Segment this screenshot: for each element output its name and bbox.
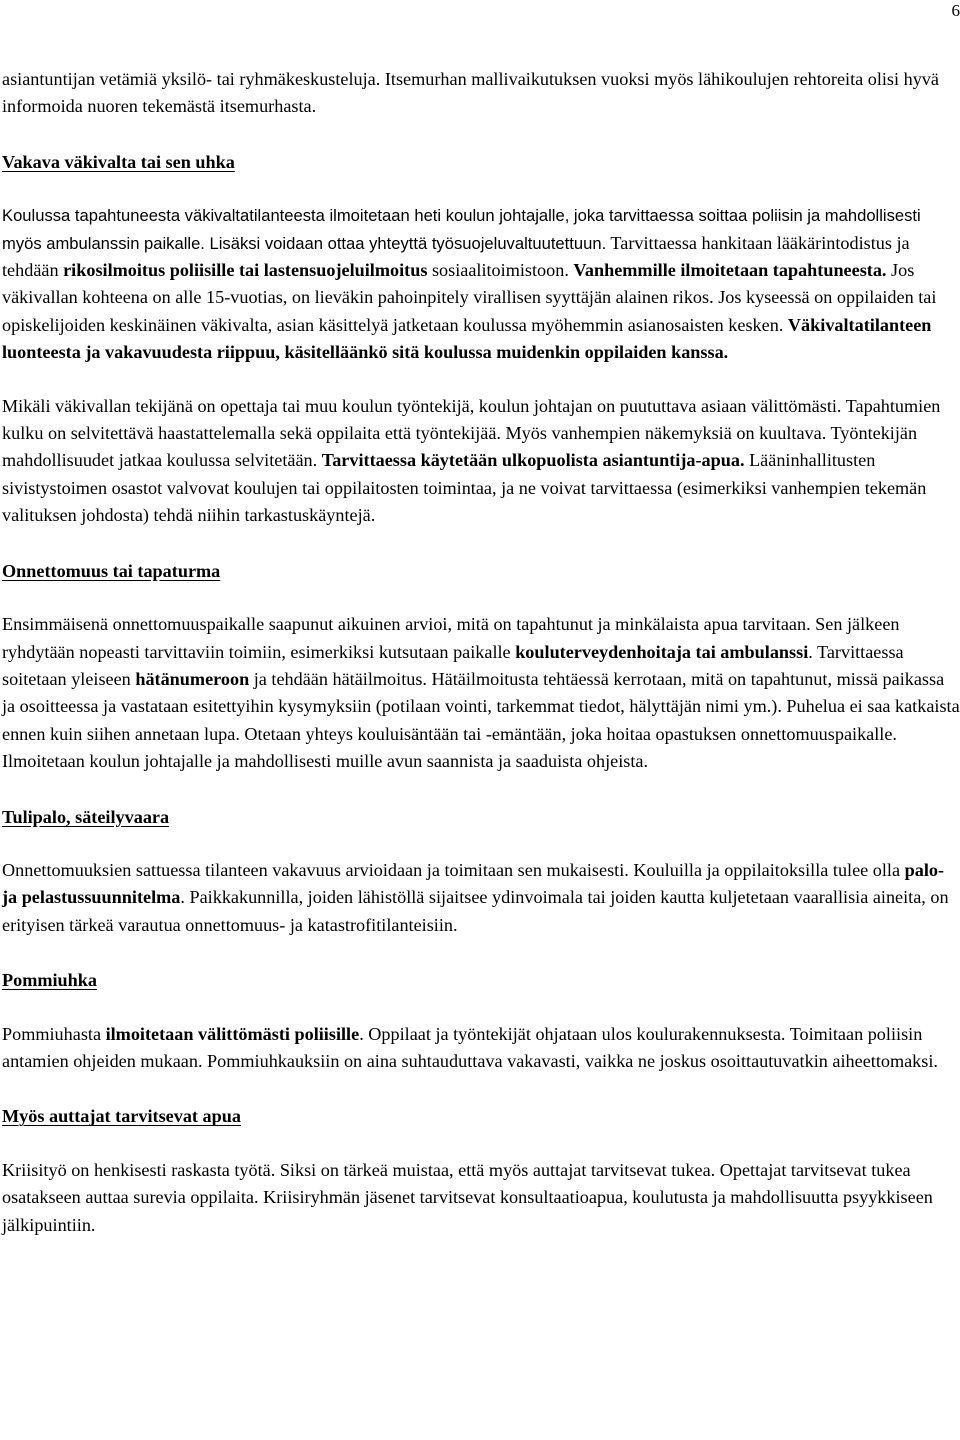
violence-p2-text-1: Mikäli väkivallan tekijänä on opettaja tai muu koulun työntekijä, koulun johtajan on puututtava asiaan välittömästi. Tapahtumien kulku on selvitettävä haastattelemalla sekä oppilaita että työntekijää. Myös vanhempien näkemyksiä on kuultava. Työntekijän mahdollisuudet jatkaa koulussa selvitetään. bbox=[2, 395, 941, 471]
intro-paragraph: asiantuntijan vetämiä yksilö- tai ryhmäkeskusteluja. Itsemurhan mallivaikutuksen vuoksi myös lähikoulujen rehtoreita olisi hyvä informoida nuoren tekemästä itsemurhasta. bbox=[2, 69, 939, 117]
violence-p1-text-1: Tarvittaessa hankitaan lääkärintodistus ja tehdään bbox=[2, 232, 910, 281]
accident-text-3: ja tehdään hätäilmoitus. Hätäilmoitusta tehtäessä kerrotaan, mitä on tapahtunut, missä paikassa ja osoitteessa ja vastataan esitettyihin kysymyksiin (potilaan vointi, tarkemmat tiedot, hälyttäjän nimi ym.). Puhelua ei saa katkaista ennen kuin siihen annetaan lupa. Otetaan yhteys kouluisäntään tai -emäntään, joka hoitaa opastuksen onnettomuuspaikalle. Ilmoitetaan koulun johtajalle ja mahdollisesti muille avun saannista ja saaduista ohjeista. bbox=[2, 668, 960, 772]
accident-text-2: . Tarvittaessa soitetaan yleiseen bbox=[2, 641, 904, 689]
page-number: 6 bbox=[951, 1, 960, 20]
heading-fire: Tulipalo, säteilyvaara bbox=[2, 806, 170, 827]
fire-paragraph bbox=[2, 857, 960, 939]
violence-p1-text-3: Jos väkivallan kohteena on alle 15-vuotias, on lieväkin pahoinpitely virallisen syyttäjän alainen rikos. Jos kyseessä on oppilaiden tai opiskelijoiden keskinäinen väkivalta, asian käsittelyä jatketaan koulussa myöhemmin asianosaisten kesken. bbox=[2, 260, 937, 335]
accident-paragraph bbox=[2, 611, 960, 775]
violence-p2-bold-1: Tarvittaessa käytetään ulkopuolista asiantuntija-apua. bbox=[321, 450, 745, 471]
violence-p1-sans-text: Koulussa tapahtuneesta väkivaltatilanteesta ilmoitetaan heti koulun johtajalle, joka tarvittaessa soittaa poliisin ja mahdollisesti myös ambulanssin paikalle. Lisäksi voidaan ottaa yhteyttä työsuojeluvaltuutettuun. bbox=[2, 206, 921, 253]
accident-text-1: Ensimmäisenä onnettomuuspaikalle saapunut aikuinen arvioi, mitä on tapahtunut ja minkälaista apua tarvitaan. Sen jälkeen ryhdytään nopeasti tarvittaviin toimiin, esimerkiksi kutsutaan paikalle bbox=[2, 614, 900, 662]
bomb-paragraph bbox=[2, 1021, 960, 1076]
heading-accident: Onnettomuus tai tapaturma bbox=[2, 560, 221, 581]
bomb-bold-1: ilmoitetaan välittömästi poliisille bbox=[105, 1023, 360, 1044]
violence-p1-bold-3: Väkivaltatilanteen luonteesta ja vakavuudesta riippuu, käsitelläänkö sitä koulussa muidenkin oppilaiden kanssa. bbox=[2, 314, 932, 363]
fire-text-2: . Paikkakunnilla, joiden lähistöllä sijaitsee ydinvoimala tai joiden kautta kuljetetaan vaarallisia aineita, on erityisen tärkeä varautua onnettomuus- ja katastrofitilanteisiin. bbox=[2, 887, 949, 935]
heading-bomb: Pommiuhka bbox=[2, 970, 97, 991]
page-content bbox=[2, 66, 960, 1239]
accident-bold-2: hätänumeroon bbox=[135, 668, 250, 689]
helpers-paragraph: Kriisityö on henkisesti raskasta työtä. Siksi on tärkeä muistaa, että myös auttajat tarvitsevat tukea. Opettajat tarvitsevat tukea osatakseen auttaa surevia oppilaita. Kriisiryhmän jäsenet tarvitsevat konsultaatioapua, koulutusta ja mahdollisuutta psyykkiseen jälkipuintiin. bbox=[2, 1159, 933, 1235]
bomb-text-2: . Oppilaat ja työntekijät ohjataan ulos koulurakennuksesta. Toimitaan poliisin antamien ohjeiden mukaan. Pommiuhkauksiin on aina suhtauduttava vakavasti, vaikka ne joskus osoittautuvatkin aiheettomaksi. bbox=[2, 1023, 938, 1071]
accident-bold-1: kouluterveydenhoitaja tai ambulanssi bbox=[515, 641, 809, 662]
heading-helpers: Myös auttajat tarvitsevat apua bbox=[2, 1106, 241, 1127]
fire-bold-1: palo- ja pelastussuunnitelma bbox=[2, 859, 945, 908]
violence-paragraph-1 bbox=[2, 202, 960, 366]
bomb-text-1: Pommiuhasta bbox=[2, 1023, 106, 1044]
violence-paragraph-2 bbox=[2, 393, 960, 530]
violence-p1-text-2: sosiaalitoimistoon. bbox=[427, 260, 574, 281]
violence-p1-bold-1: rikosilmoitus poliisille tai lastensuojeluilmoitus bbox=[63, 260, 428, 281]
violence-p2-text-2: Lääninhallitusten sivistystoimen osastot valvovat koulujen tai oppilaitosten toimintaa, ja ne voivat tarvittaessa (esimerkiksi vanhempien tekemän valituksen johdosta) tehdä niihin tarkastuskäyntejä. bbox=[2, 450, 927, 526]
fire-text-1: Onnettomuuksien sattuessa tilanteen vakavuus arvioidaan ja toimitaan sen mukaisesti. Kouluilla ja oppilaitoksilla tulee olla bbox=[2, 859, 905, 880]
violence-p1-bold-2: Vanhemmille ilmoitetaan tapahtuneesta. bbox=[573, 260, 887, 281]
heading-violence: Vakava väkivalta tai sen uhka bbox=[2, 151, 235, 172]
